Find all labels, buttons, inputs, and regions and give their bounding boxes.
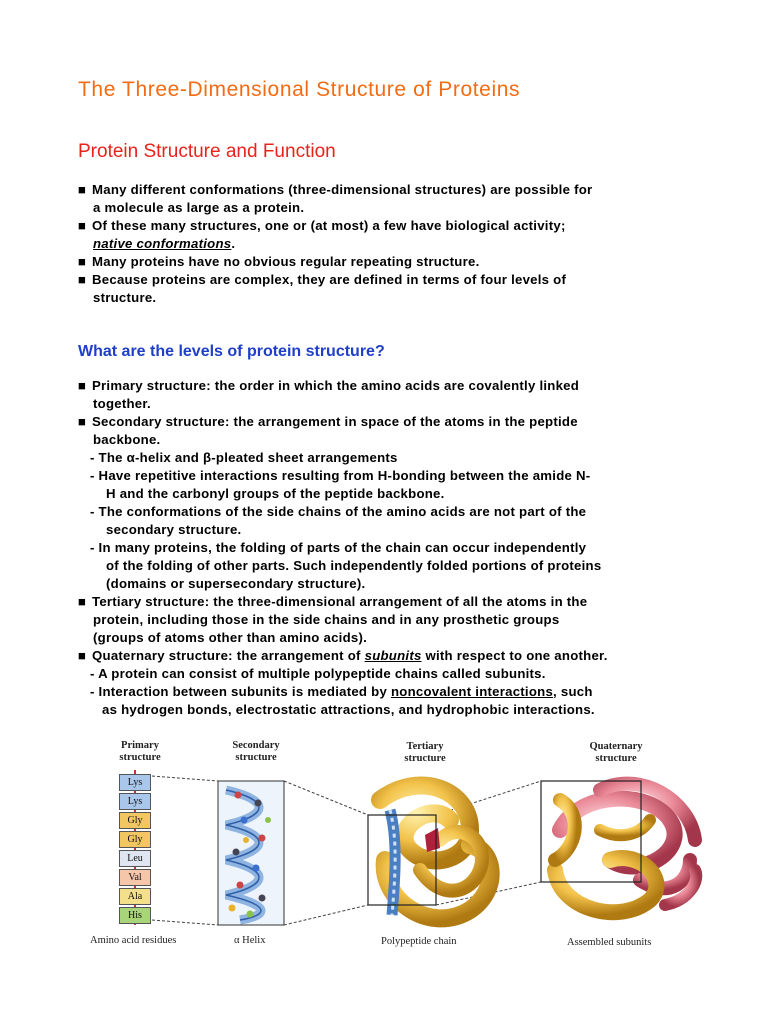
dash-item: - Have repetitive interactions resulting from H-bonding between the amide N- — [90, 468, 591, 483]
dash-item: - In many proteins, the folding of parts of the chain can occur independently — [90, 540, 587, 555]
bullet-text: backbone. — [93, 432, 161, 447]
bullet-marker: ■ — [78, 254, 87, 269]
amino-acid-residue: Lys — [119, 774, 151, 791]
dash-item: , such — [553, 684, 593, 699]
bullet-text: (groups of atoms other than amino acids). — [93, 630, 368, 645]
dash-item: - The conformations of the side chains of the amino acids are not part of the — [90, 504, 587, 519]
dash-item: - The α-helix and β-pleated sheet arrangements — [90, 450, 398, 465]
dash-item: (domains or supersecondary structure). — [106, 576, 366, 591]
amino-acid-residue: Leu — [119, 850, 151, 867]
bullet-text: Secondary structure: the arrangement in space of the atoms in the peptide — [92, 414, 578, 429]
dash-item: - Interaction between subunits is mediated by — [90, 684, 391, 699]
bullet-marker: ■ — [78, 182, 87, 197]
secondary-structure-label: Secondary structure — [232, 740, 280, 763]
dash-item: as hydrogen bonds, electrostatic attractions, and hydrophobic interactions. — [102, 702, 595, 717]
section-heading: Protein Structure and Function — [78, 141, 336, 162]
bullet-text: a molecule as large as a protein. — [93, 200, 305, 215]
subunits-term: subunits — [364, 648, 422, 663]
amino-acid-chain — [119, 774, 151, 926]
bullet-text: structure. — [93, 290, 157, 305]
dash-item: H and the carbonyl groups of the peptide backbone. — [106, 486, 445, 501]
bullet-text: with respect to one another. — [421, 648, 608, 663]
bullet-marker: ■ — [78, 272, 87, 287]
amino-acid-residue: Gly — [119, 831, 151, 848]
noncovalent-interactions-term: noncovalent interactions — [390, 684, 554, 699]
dash-item: - A protein can consist of multiple polypeptide chains called subunits. — [90, 666, 546, 681]
amino-acid-residue: Ala — [119, 888, 151, 905]
bullet-text: Tertiary structure: the three-dimensional arrangement of all the atoms in the — [92, 594, 588, 609]
bullet-marker: ■ — [78, 414, 87, 429]
bullet-text: Of these many structures, one or (at most) a few have biological activity; — [92, 218, 566, 233]
bullet-text: Primary structure: the order in which the amino acids are covalently linked — [92, 378, 580, 393]
quaternary-structure-label: Quaternary structure — [589, 741, 643, 764]
tertiary-structure-label: Tertiary structure — [404, 741, 446, 764]
bullet-marker: ■ — [78, 378, 87, 393]
tertiary-fold-graphic — [368, 786, 491, 919]
bullet-text: protein, including those in the side chains and in any prosthetic groups — [93, 612, 560, 627]
bullet-text: Because proteins are complex, they are defined in terms of four levels of — [92, 272, 567, 287]
amino-acid-residue: Gly — [119, 812, 151, 829]
bullet-text: Many different conformations (three-dimensional structures) are possible for — [92, 182, 593, 197]
primary-structure-label: Primary structure — [119, 740, 161, 763]
bullet-marker: ■ — [78, 594, 87, 609]
amino-acid-residues-caption: Amino acid residues — [90, 935, 177, 946]
amino-acid-residue: Lys — [119, 793, 151, 810]
alpha-helix-caption: α Helix — [234, 935, 266, 946]
quaternary-assembly-graphic — [541, 774, 698, 930]
punctuation: . — [231, 236, 236, 251]
bullet-text: together. — [93, 396, 151, 411]
bullet-text: Many proteins have no obvious regular repeating structure. — [92, 254, 480, 269]
dash-item: secondary structure. — [106, 522, 242, 537]
polypeptide-chain-caption: Polypeptide chain — [381, 936, 457, 947]
bullet-marker: ■ — [78, 218, 87, 233]
page-title: The Three-Dimensional Structure of Proteins — [78, 78, 521, 101]
amino-acid-residue: Val — [119, 869, 151, 886]
assembled-subunits-caption: Assembled subunits — [567, 937, 652, 948]
levels-heading: What are the levels of protein structure? — [78, 343, 385, 360]
amino-acid-residue: His — [119, 907, 151, 924]
native-conformations-term: native conformations — [93, 236, 232, 251]
dash-item: of the folding of other parts. Such independently folded portions of proteins — [106, 558, 602, 573]
bullet-text: Quaternary structure: the arrangement of — [92, 648, 365, 663]
bullet-marker: ■ — [78, 648, 87, 663]
